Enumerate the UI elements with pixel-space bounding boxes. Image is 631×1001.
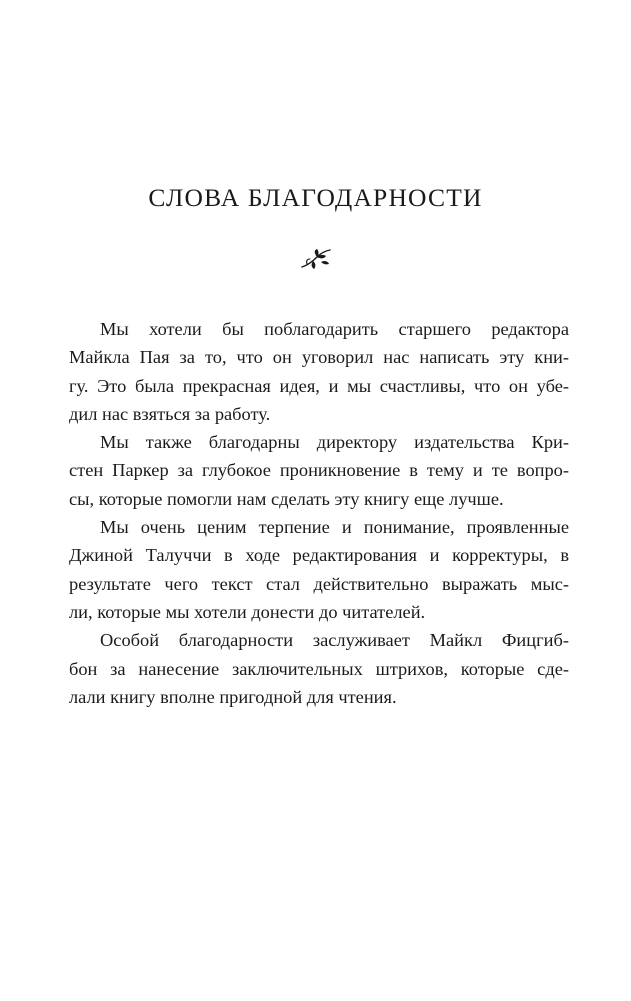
fleuron-icon: [301, 248, 333, 270]
paragraph-3-line-2: Джиной Талуччи в ходе редактирования и корректуры, в: [69, 545, 569, 566]
paragraph-2-line-2: стен Паркер за глубокое проникновение в тему и те вопро-: [69, 460, 569, 481]
paragraph-2-line-1: Мы также благодарны директору издательства Кри-: [100, 432, 569, 453]
paragraph-1-line-1: Мы хотели бы поблагодарить старшего редактора: [100, 319, 569, 339]
acknowledgements-text: [69, 315, 569, 711]
paragraph-1-line-4: дил нас взяться за работу.: [69, 403, 271, 424]
paragraph-3-line-4: ли, которые мы хотели донести до читателей.: [69, 601, 426, 622]
paragraph-4-line-2: бон за нанесение заключительных штрихов, которые сде-: [69, 658, 569, 679]
paragraph-4-line-3: лали книгу вполне пригодной для чтения.: [69, 686, 397, 707]
paragraph-2-line-3: сы, которые помогли нам сделать эту книгу еще лучше.: [69, 488, 504, 509]
page-title: СЛОВА БЛАГОДАРНОСТИ: [148, 183, 483, 212]
paragraph-4-line-1: Особой благодарности заслуживает Майкл Фицгиб-: [100, 630, 569, 651]
paragraph-3-line-1: Мы очень ценим терпение и понимание, проявленные: [100, 517, 569, 538]
paragraph-3-line-3: результате чего текст стал действительно выражать мыс-: [69, 573, 569, 594]
paragraph-1-line-3: гу. Это была прекрасная идея, и мы счастливы, что он убе-: [69, 375, 569, 396]
paragraph-1-line-2: Майкла Пая за то, что он уговорил нас написать эту кни-: [69, 347, 569, 368]
